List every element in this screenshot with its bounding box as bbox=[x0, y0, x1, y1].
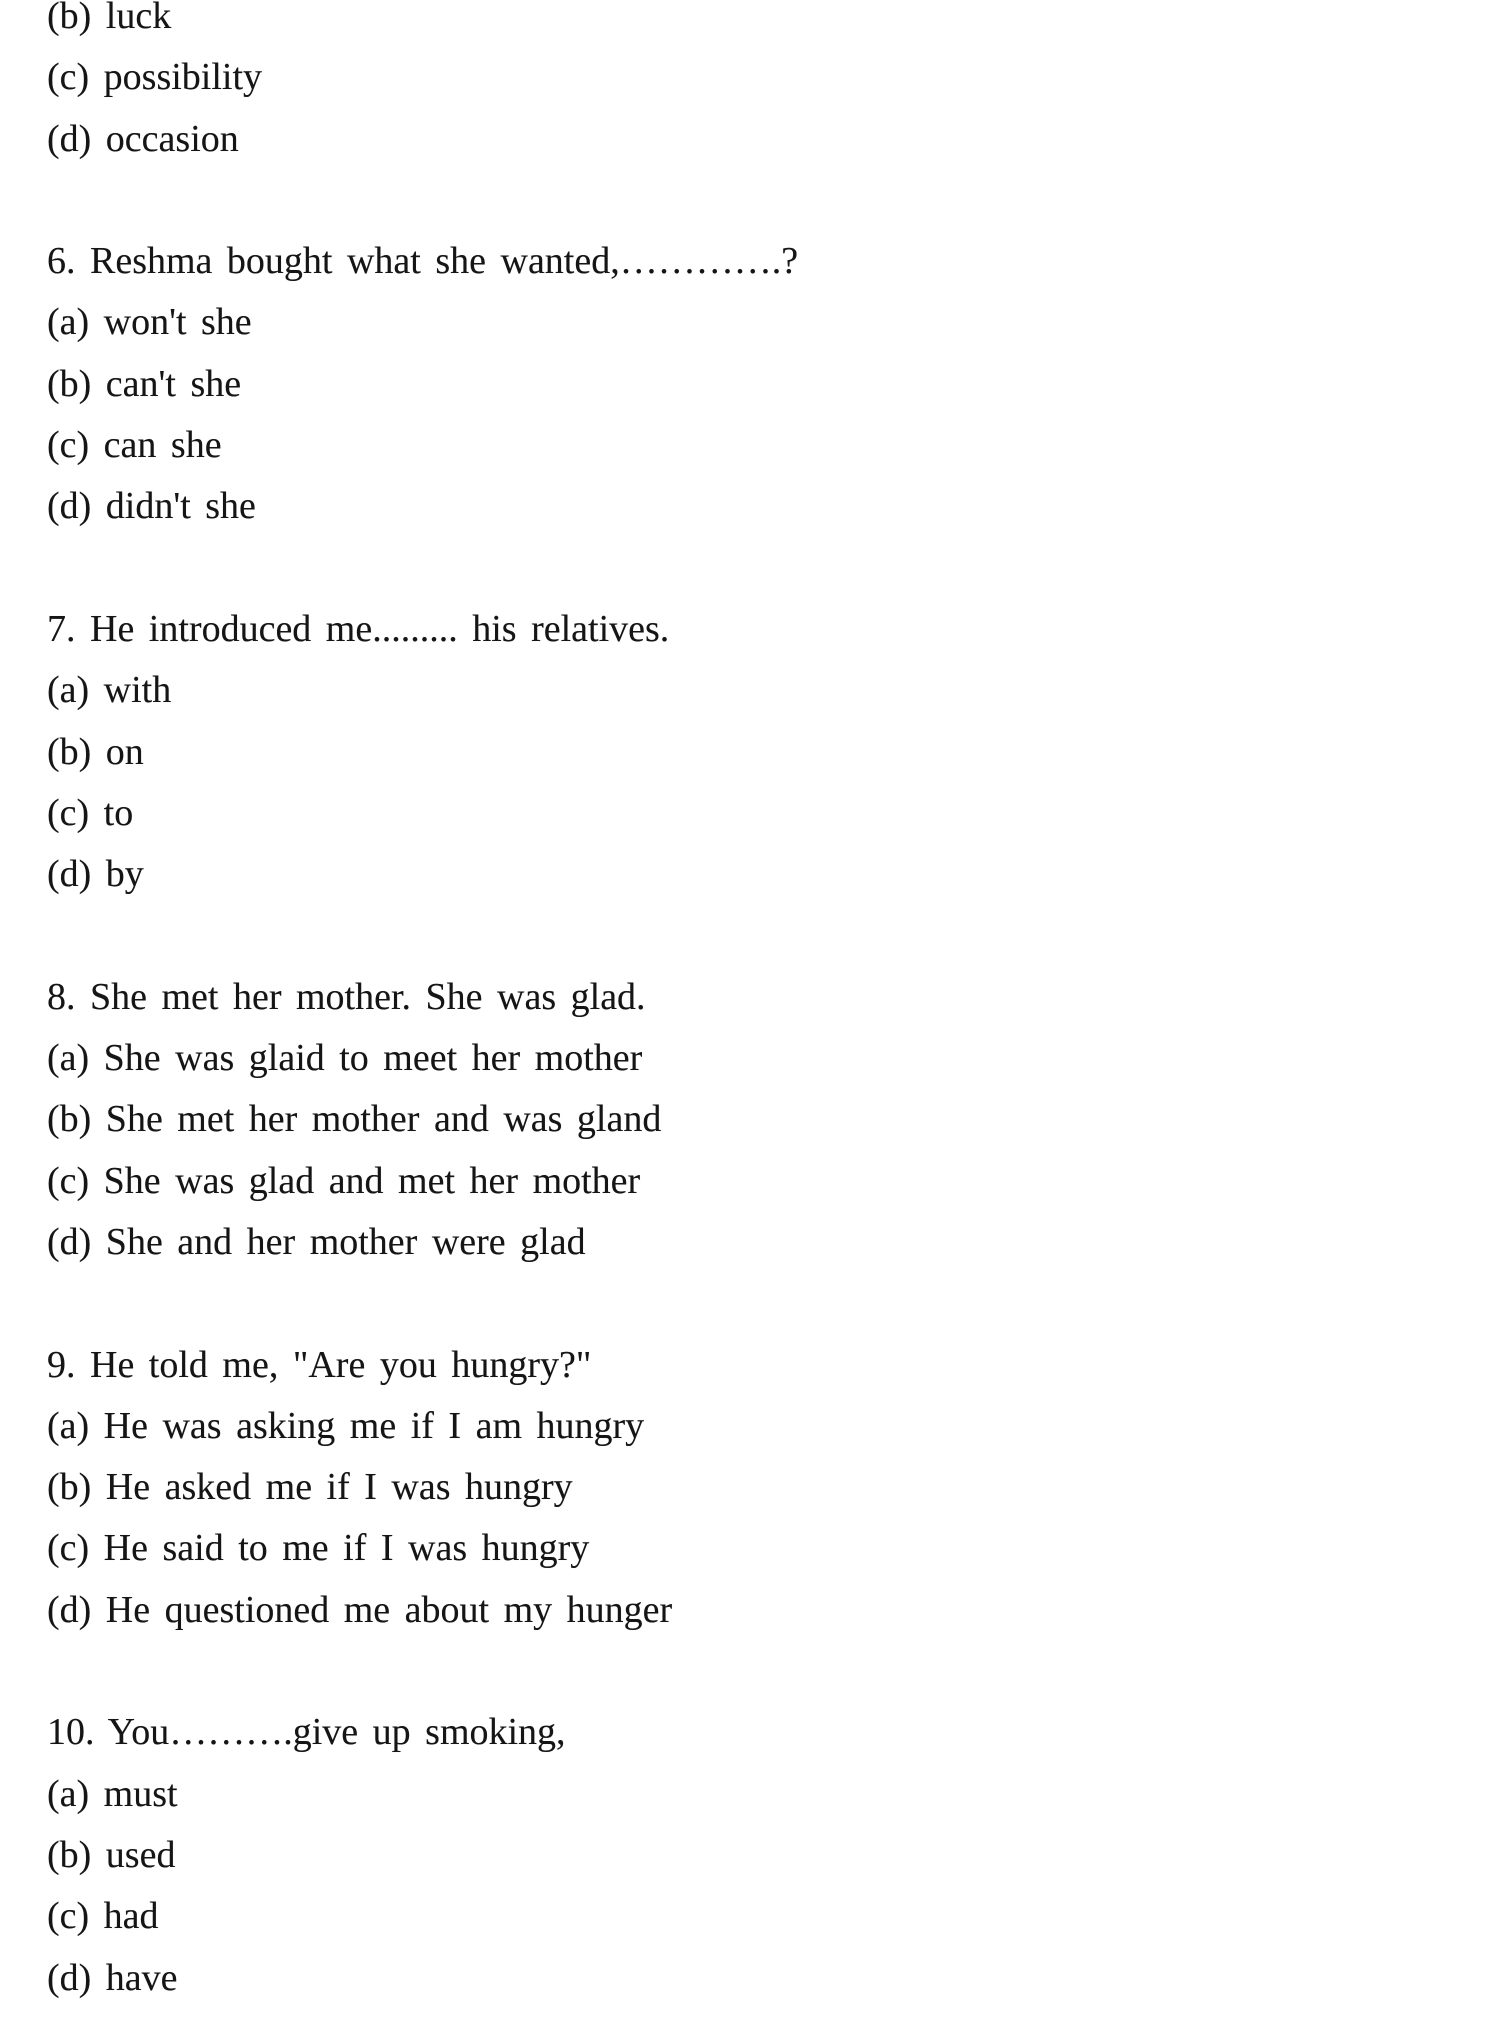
option-line: (d) didn't she bbox=[47, 485, 256, 528]
option-line: (a) He was asking me if I am hungry bbox=[47, 1404, 645, 1447]
option-line: (b) luck bbox=[47, 0, 172, 37]
question-title: 10. You……….give up smoking, bbox=[47, 1711, 566, 1754]
option-line: (d) have bbox=[47, 1956, 178, 1999]
option-line: (b) on bbox=[47, 730, 144, 773]
option-line: (c) He said to me if I was hungry bbox=[47, 1527, 590, 1570]
question-title: 9. He told me, "Are you hungry?" bbox=[47, 1343, 592, 1386]
question-5-leftover-options bbox=[47, 0, 1465, 170]
question-title: 7. He introduced me......... his relatives. bbox=[47, 607, 670, 650]
option-line: (d) He questioned me about my hunger bbox=[47, 1588, 673, 1631]
option-line: (c) to bbox=[47, 791, 134, 834]
question-7 bbox=[47, 599, 1465, 905]
option-line: (a) won't she bbox=[47, 301, 252, 344]
option-line: (c) She was glad and met her mother bbox=[47, 1159, 641, 1202]
option-line: (d) occasion bbox=[47, 117, 239, 160]
option-line: (d) She and her mother were glad bbox=[47, 1220, 586, 1263]
option-line: (b) used bbox=[47, 1833, 176, 1876]
question-10 bbox=[47, 1702, 1465, 2008]
option-line: (b) He asked me if I was hungry bbox=[47, 1466, 573, 1509]
option-line: (c) possibility bbox=[47, 56, 263, 99]
option-line: (d) by bbox=[47, 853, 144, 896]
question-title: 8. She met her mother. She was glad. bbox=[47, 975, 646, 1018]
option-line: (b) She met her mother and was gland bbox=[47, 1098, 662, 1141]
question-title: 6. Reshma bought what she wanted,………….? bbox=[47, 240, 799, 283]
question-9 bbox=[47, 1335, 1465, 1641]
option-line: (c) can she bbox=[47, 424, 222, 467]
option-line: (a) She was glaid to meet her mother bbox=[47, 1037, 643, 1080]
option-line: (b) can't she bbox=[47, 362, 242, 405]
question-6 bbox=[47, 231, 1465, 537]
option-line: (c) had bbox=[47, 1895, 159, 1938]
question-8 bbox=[47, 967, 1465, 1273]
option-line: (a) must bbox=[47, 1772, 178, 1815]
option-line: (a) with bbox=[47, 669, 172, 712]
